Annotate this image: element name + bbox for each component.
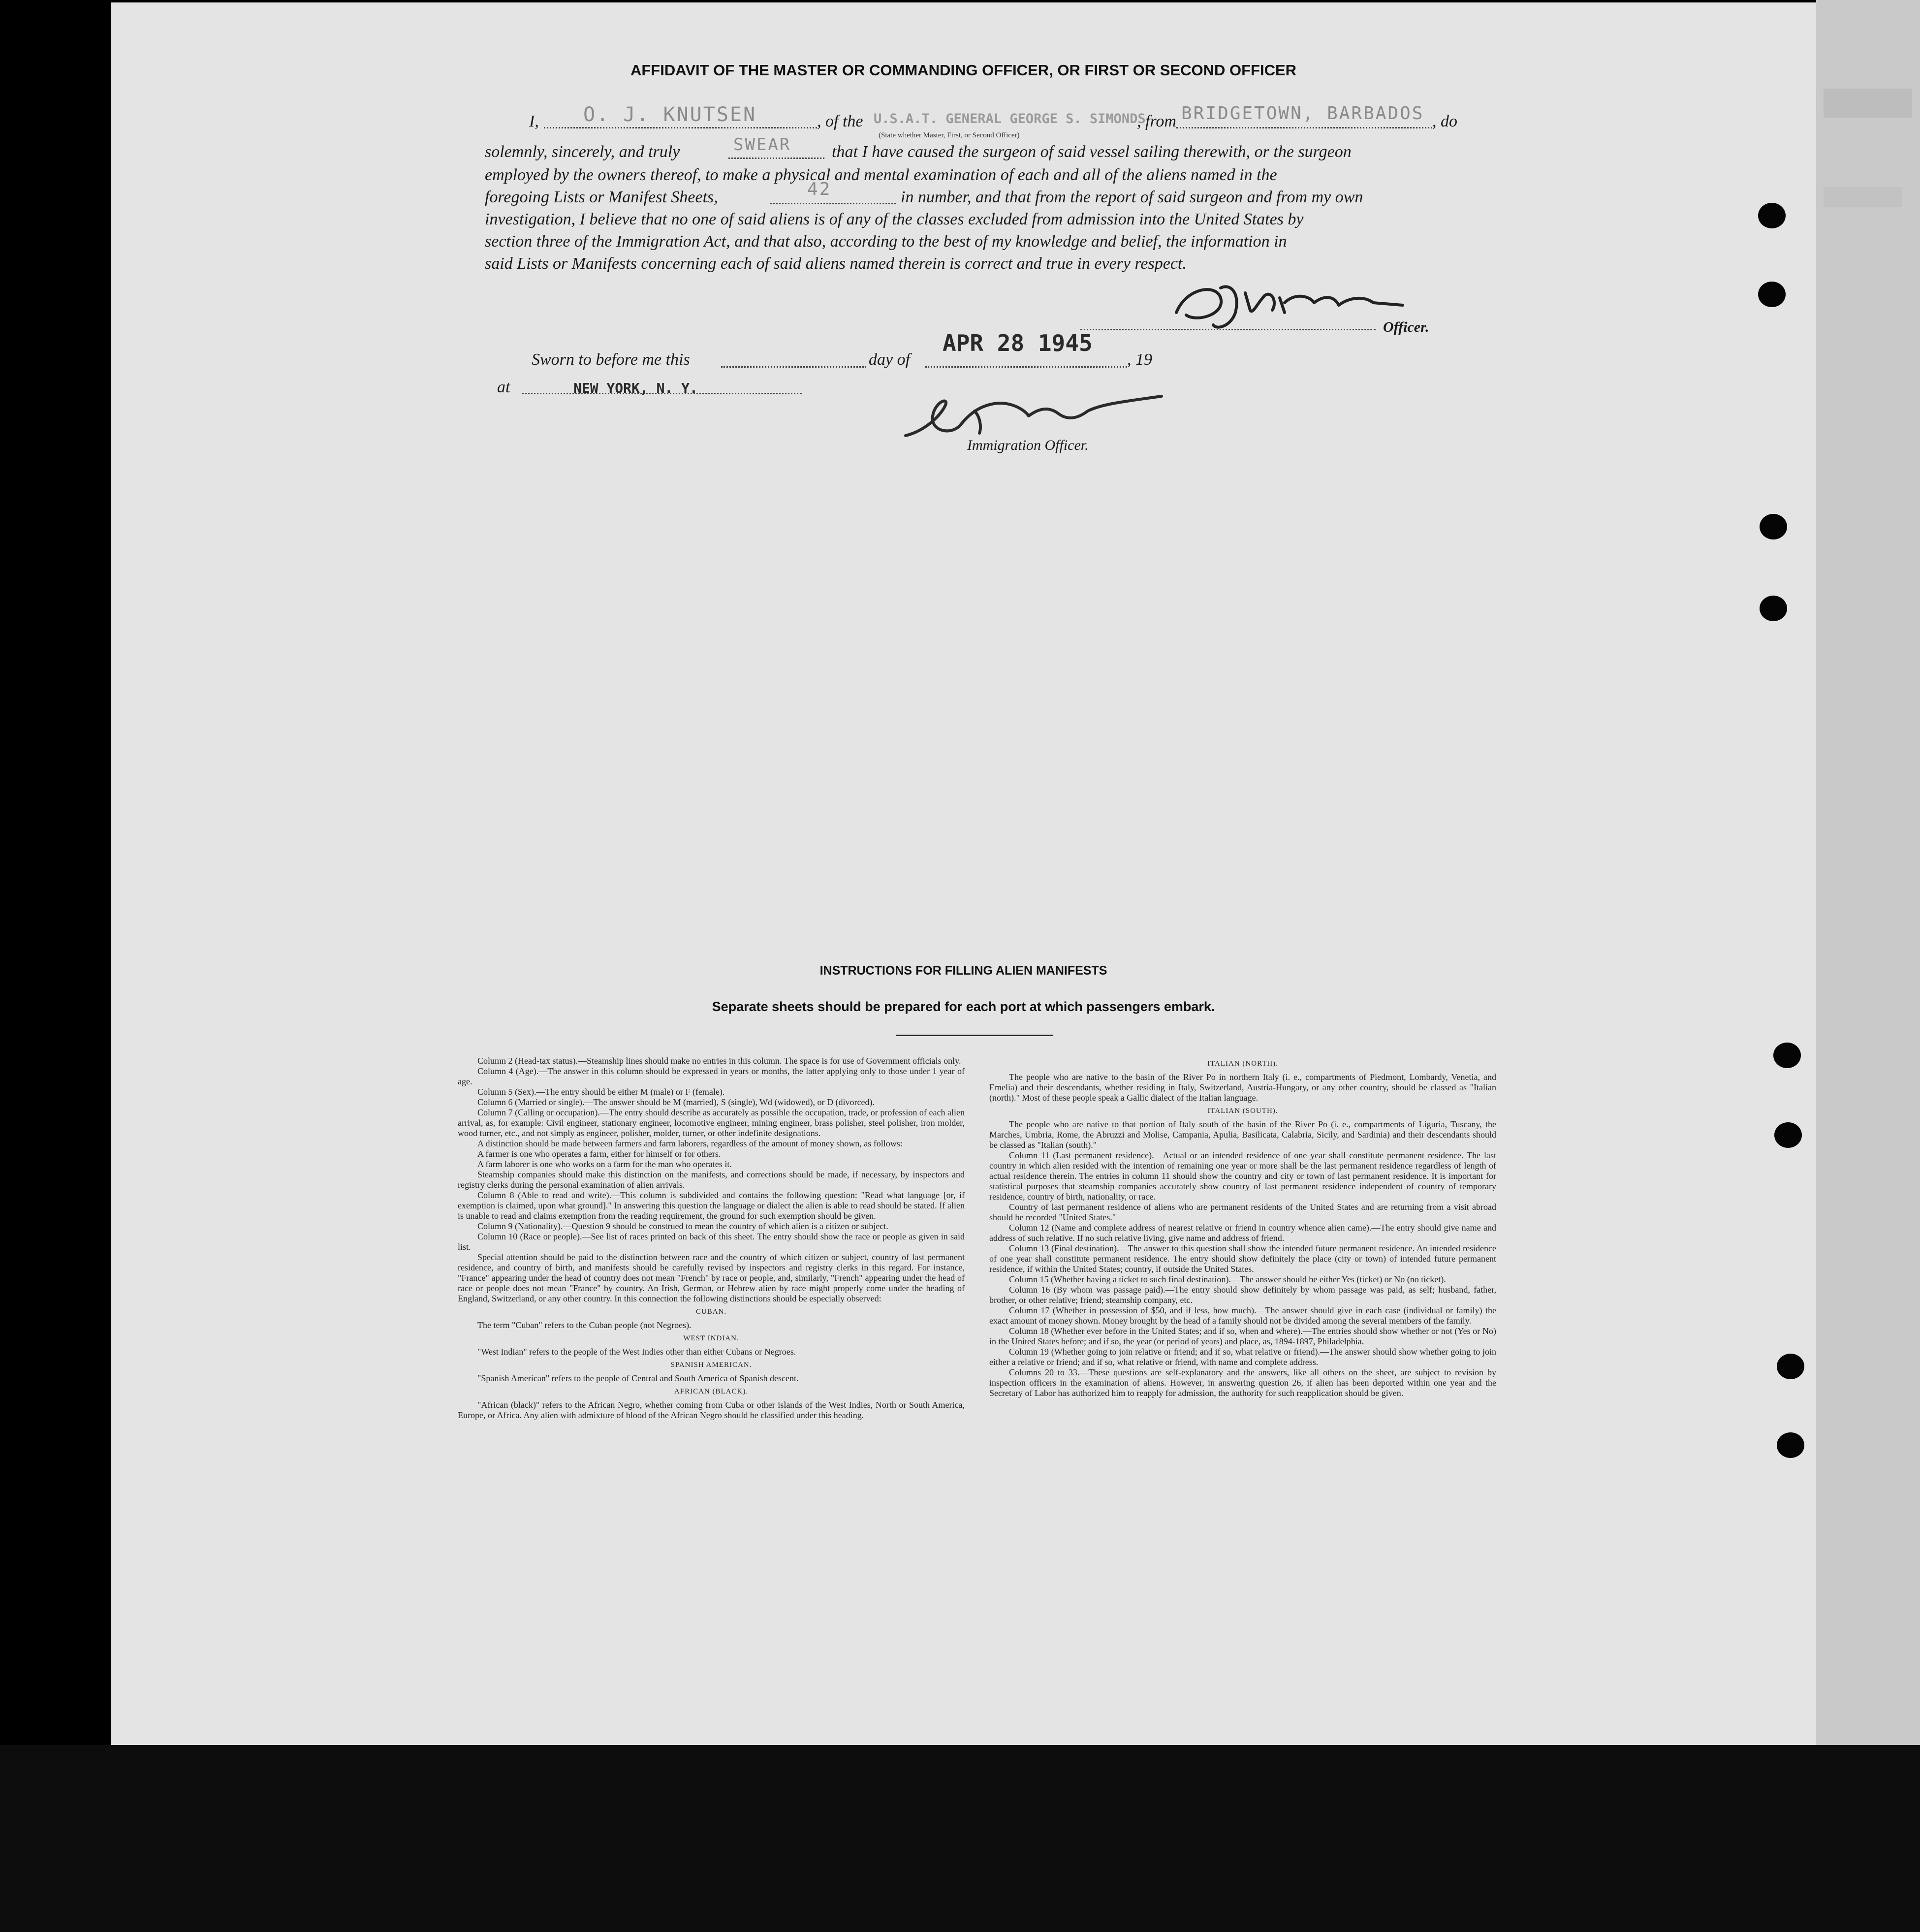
departure-port-field[interactable]: [1176, 103, 1432, 128]
scan-background: [0, 1745, 1920, 1932]
section-heading: CUBAN.: [695, 1308, 727, 1316]
instruction-paragraph: Column 13 (Final destination).—The answer to this question shall show the intended future permanent residence. An intended residence of one year shall constitute permanent residence. The entry should show definitely the place (city or town) of intended future permanent residence, if within the United States; country, if outside the United States.: [989, 1243, 1496, 1274]
oath-field[interactable]: [728, 135, 824, 159]
departure-port: BRIDGETOWN, BARBADOS: [1181, 103, 1424, 124]
vessel-name-stamp: U.S.A.T. GENERAL GEORGE S. SIMONDS: [874, 111, 1146, 127]
instruction-paragraph: The people who are native to that portion of Italy south of the basin of the River Po (i. e., compartments of Liguria, Tuscany, the Marches, Umbria, Rome, the Abruzzi and Molise, Campania, Apulia, Basilicata, Calabria, Sicily, and Sardinia) and their descendants should be classed as "Italian (south).": [989, 1119, 1496, 1150]
oath-word: SWEAR: [733, 135, 791, 155]
section-heading: AFRICAN (BLACK).: [674, 1388, 749, 1395]
master-name: O. J. KNUTSEN: [583, 103, 757, 126]
affidavit-text: section three of the Immigration Act, and that also, according to the best of my knowledge and belief, the information in: [485, 232, 1287, 251]
section-heading: WEST INDIAN.: [683, 1334, 739, 1342]
affidavit-text: , from: [1137, 112, 1176, 130]
immigration-officer-label: Immigration Officer.: [967, 437, 1089, 453]
sworn-text: Sworn to before me this: [532, 350, 690, 369]
instruction-paragraph: Column 16 (By whom was passage paid).—The entry should show definitely by whom passage was paid, as self; husband, father, brother, or other relative; friend; steamship company, etc.: [989, 1285, 1496, 1305]
instruction-paragraph: A distinction should be made between farmers and farm laborers, regardless of the amount of money shown, as follows:: [477, 1139, 903, 1148]
officer-label: Officer.: [1383, 319, 1429, 335]
sworn-day-field[interactable]: [721, 348, 866, 368]
punch-hole: [1774, 1122, 1802, 1148]
punch-hole: [1758, 203, 1786, 228]
section-heading: SPANISH AMERICAN.: [670, 1361, 752, 1369]
instruction-paragraph: Column 2 (Head-tax status).—Steamship lines should make no entries in this column. The space is for use of Government officials only.: [477, 1056, 961, 1066]
sheet-count-field[interactable]: [770, 179, 896, 204]
instructions-left-column: [458, 1056, 965, 1421]
instruction-paragraph: Steamship companies should make this distinction on the manifests, and corrections should be made, if necessary, by inspectors and registry clerks during the personal examination of alien arrivals.: [458, 1170, 965, 1190]
section-heading: ITALIAN (SOUTH).: [1207, 1107, 1278, 1115]
instruction-paragraph: A farmer is one who operates a farm, either for himself or for others.: [477, 1149, 721, 1159]
sworn-text: at: [497, 378, 510, 396]
divider: [896, 1035, 1053, 1036]
immigration-officer-signature: [896, 386, 1191, 445]
instruction-paragraph: "West Indian" refers to the people of the West Indies other than either Cubans or Negroes.: [477, 1347, 796, 1357]
instruction-paragraph: Column 7 (Calling or occupation).—The entry should describe as accurately as possible the occupation, trade, or profession of each alien arrival, as, for example: Civil engineer, stationary engineer, locomotive engineer, mining engineer, brass polisher, steel polisher, iron molder, wood turner, etc., and not simply as engineer, polisher, molder, turner, or other indefinite designations.: [458, 1108, 965, 1138]
sheet-count: 42: [807, 179, 832, 199]
rank-instruction: (State whether Master, First, or Second Officer): [879, 131, 1020, 139]
adjacent-page-strip: [1816, 0, 1920, 1932]
bleed-through-shape: [1824, 89, 1912, 118]
affidavit-text: , of the: [817, 112, 863, 130]
instruction-paragraph: Column 5 (Sex).—The entry should be either M (male) or F (female).: [477, 1087, 725, 1097]
section-heading: ITALIAN (NORTH).: [1207, 1060, 1278, 1068]
instruction-paragraph: A farm laborer is one who works on a farm for the man who operates it.: [477, 1159, 732, 1169]
instruction-paragraph: Special attention should be paid to the distinction between race and the country of which citizen or subject, country of last permanent residence, and country of birth, and manifests should be carefully revised by inspectors and registry clerks in this regard. For instance, "France" appearing under the head of country does not mean "French" by race or people, and, similarly, "French" appearing under the head of race or people does not mean "France" by country. An Irish, German, or Hebrew alien by race might properly come under the heading of England, Switzerland, or any other country. In this connection the following distinctions should be especially observed:: [458, 1252, 965, 1303]
affidavit-text: employed by the owners thereof, to make a physical and mental examination of each and all of the aliens named in the: [485, 166, 1277, 184]
instruction-paragraph: Column 17 (Whether in possession of $50, and if less, how much).—The answer should give in each case (individual or family) the exact amount of money shown. Money brought by the head of a family should not be divided among the several members of the family.: [989, 1305, 1496, 1326]
affidavit-text: , do: [1432, 112, 1457, 130]
instruction-paragraph: Column 19 (Whether going to join relative or friend; and if so, what relative or friend).—The answer should show whether going to join either a relative or friend; and if so, what relative or friend, with name and complete address.: [989, 1347, 1496, 1367]
instruction-paragraph: Column 10 (Race or people).—See list of races printed on back of this sheet. The entry should show the race or people as given in said list.: [458, 1232, 965, 1252]
instruction-paragraph: Column 6 (Married or single).—The answer should be M (married), S (single), Wd (widowed), or D (divorced).: [477, 1097, 875, 1107]
affidavit-title: AFFIDAVIT OF THE MASTER OR COMMANDING OFFICER, OR FIRST OR SECOND OFFICER: [630, 62, 1297, 79]
instruction-paragraph: Column 8 (Able to read and write).—This column is subdivided and contains the following question: "Read what language [or, if exemption is claimed, upon what ground]." In answering this question the language or dialect the alien is able to read should be stated. If alien is unable to read and claims exemption from the reading requirement, the ground for such exemption should be given.: [458, 1190, 965, 1221]
instructions-right-column: [989, 1056, 1496, 1398]
instruction-paragraph: Column 11 (Last permanent residence).—Actual or an intended residence of one year shall constitute permanent residence. The last country in which alien resided with the intention of remaining one year or more shall be the last permanent residence regardless of length of actual residence therein. The entries in column 11 should show the country and city or town of last permanent residence. It is important for statistical purposes that steamship companies accurately show country of last permanent residence independent of country of temporary residence, country of birth, nationality, or race.: [989, 1150, 1496, 1202]
instruction-paragraph: Column 18 (Whether ever before in the United States; and if so, when and where).—The entries should show whether or not (Yes or No) in the United States before; and if so, the year (or period of years) and place, as, 1894-1897, Philadelphia.: [989, 1326, 1496, 1346]
affidavit-text: that I have caused the surgeon of said vessel sailing therewith, or the surgeon: [832, 143, 1352, 161]
instruction-paragraph: The term "Cuban" refers to the Cuban people (not Negroes).: [477, 1320, 692, 1330]
instruction-paragraph: Column 12 (Name and complete address of nearest relative or friend in country whence alien came).—The entry should give name and address of such relative. If no such relative living, give name and address of friend.: [989, 1223, 1496, 1243]
punch-hole: [1777, 1432, 1804, 1458]
affidavit-text: solemnly, sincerely, and truly: [485, 143, 680, 161]
instruction-paragraph: Column 9 (Nationality).—Question 9 should be construed to mean the country of which alien is a citizen or subject.: [477, 1221, 888, 1231]
affidavit-text: investigation, I believe that no one of said aliens is of any of the classes excluded from admission into the United States by: [485, 210, 1304, 228]
punch-hole: [1777, 1354, 1804, 1379]
place-stamp: NEW YORK, N. Y.: [573, 380, 698, 396]
punch-hole: [1760, 514, 1787, 539]
punch-hole: [1758, 282, 1786, 307]
sworn-text: day of: [869, 350, 911, 369]
bleed-through-shape: [1824, 187, 1902, 207]
sworn-text: , 19: [1127, 350, 1152, 369]
date-stamp: APR 28 1945: [943, 330, 1093, 356]
instruction-paragraph: Columns 20 to 33.—These questions are self-explanatory and the answers, like all others on the sheet, are subject to revision by inspection officers in the examination of aliens. However, in answering question 26, if alien has been deported within one year and the Secretary of Labor has authorized him to reapply for admission, the authority for such reapplication should be given.: [989, 1367, 1496, 1398]
instruction-paragraph: Column 4 (Age).—The answer in this column should be expressed in years or months, the latter applying only to those under 1 year of age.: [458, 1066, 965, 1086]
affidavit-text: I,: [529, 112, 539, 130]
punch-hole: [1760, 596, 1787, 621]
instruction-paragraph: The people who are native to the basin of the River Po in northern Italy (i. e., compartments of Piedmont, Lombardy, Venetia, and Emelia) and their descendants, whether residing in Italy, Switzerland, Austria-Hungary, or any other country, should be classed as "Italian (north)." Most of these people speak a Gallic dialect of the Italian language.: [989, 1072, 1496, 1103]
instructions-title: INSTRUCTIONS FOR FILLING ALIEN MANIFESTS: [819, 964, 1107, 978]
instruction-paragraph: "African (black)" refers to the African Negro, whether coming from Cuba or other islands of the West Indies, North or South America, Europe, or Africa. Any alien with admixture of blood of the African Negro should be classified under this heading.: [458, 1400, 965, 1420]
instruction-paragraph: Country of last permanent residence of aliens who are permanent residents of the United States and are returning from a visit abroad should be recorded "United States.": [989, 1202, 1496, 1222]
master-name-field[interactable]: [544, 103, 817, 128]
affidavit-text: in number, and that from the report of said surgeon and from my own: [901, 188, 1363, 206]
affidavit-text: foregoing Lists or Manifest Sheets,: [485, 188, 718, 206]
affidavit-text: said Lists or Manifests concerning each of said aliens named therein is correct and true in every respect.: [485, 254, 1187, 273]
instruction-paragraph: Column 15 (Whether having a ticket to such final destination).—The answer should be either Yes (ticket) or No (no ticket).: [1009, 1274, 1446, 1284]
punch-hole: [1773, 1043, 1801, 1068]
instruction-paragraph: "Spanish American" refers to the people of Central and South America of Spanish descent.: [477, 1373, 799, 1383]
instructions-subtitle: Separate sheets should be prepared for each port at which passengers embark.: [712, 999, 1215, 1014]
